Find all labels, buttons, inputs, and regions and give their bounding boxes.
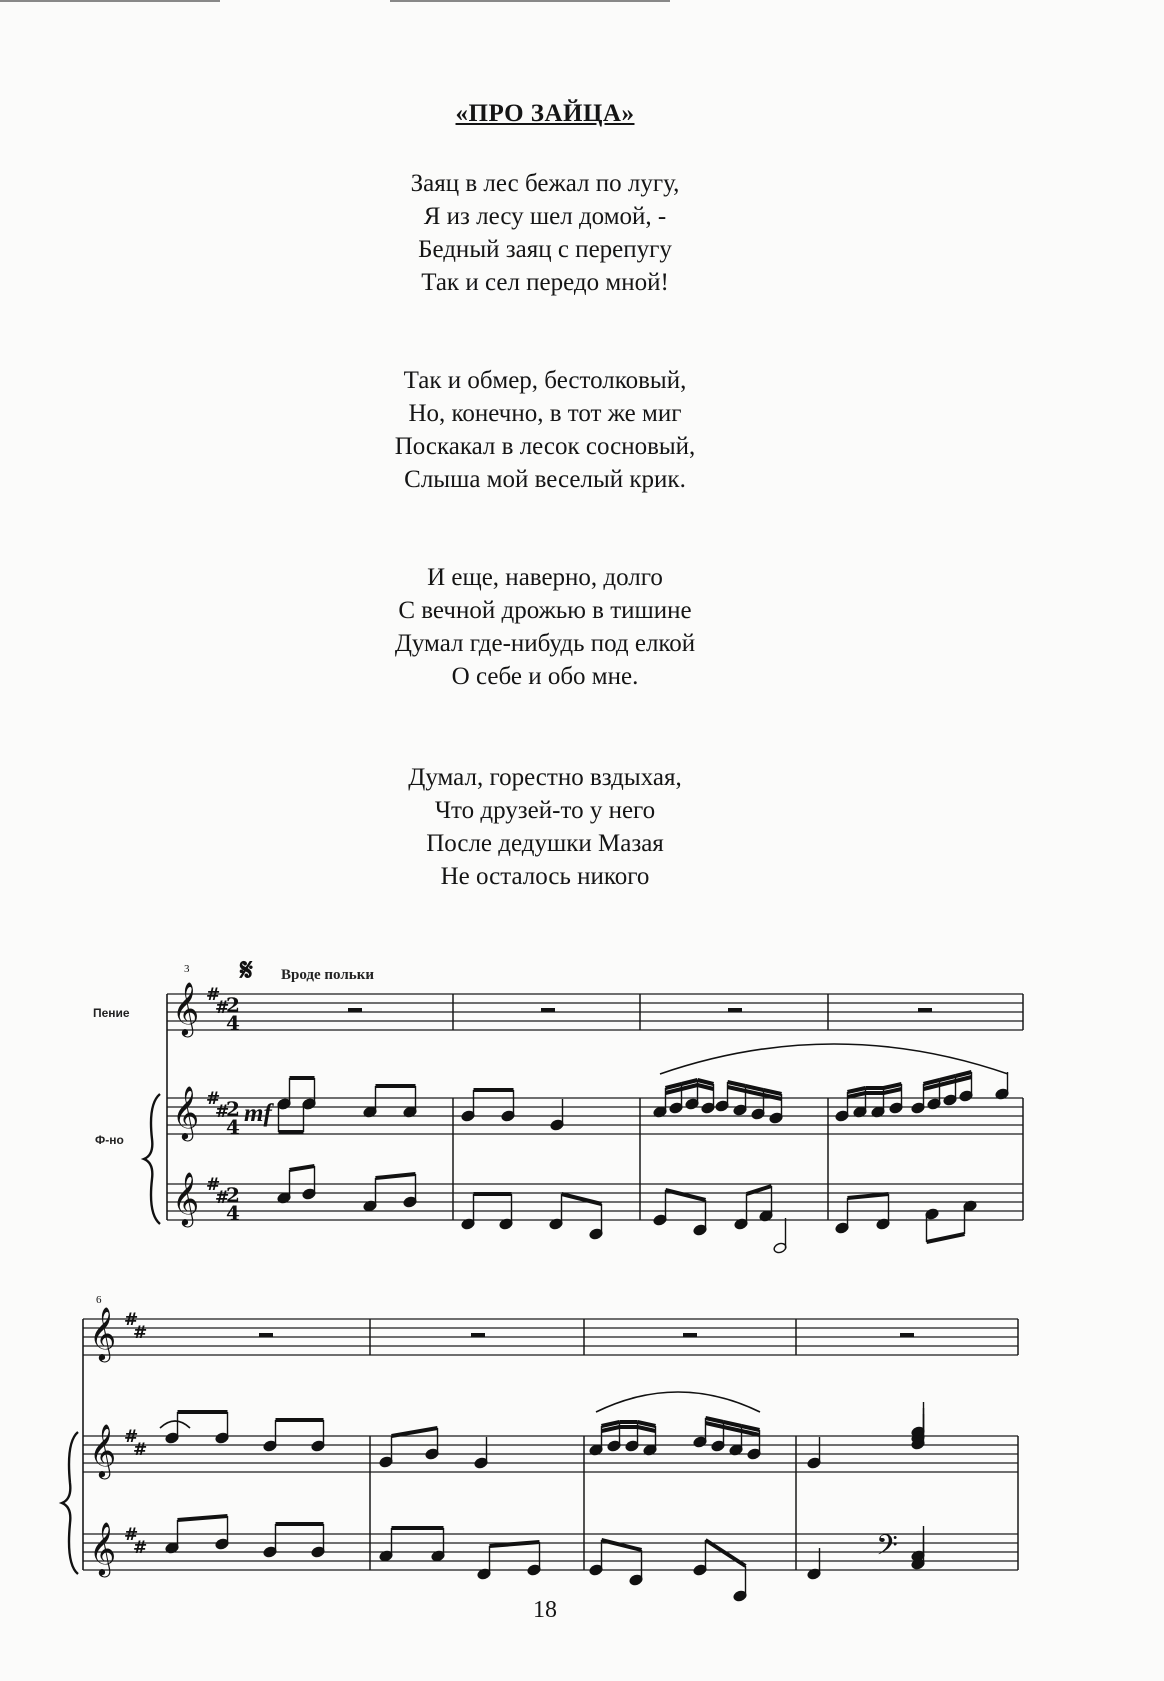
half-rest-icon	[683, 1333, 697, 1337]
half-rest-icon	[471, 1333, 485, 1337]
sharp-icon: #	[206, 1175, 221, 1195]
lyric-line: Так и сел передо мной!	[421, 269, 669, 296]
note-beam	[638, 1427, 656, 1431]
note-beam	[848, 1194, 889, 1198]
half-rest-icon	[900, 1333, 914, 1337]
sharp-icon: #	[206, 985, 221, 1005]
note-beam	[666, 1084, 682, 1088]
treble-clef-icon: 𝄞	[89, 1521, 117, 1575]
note-beam	[602, 1427, 620, 1431]
note-beam	[927, 1234, 965, 1242]
note-beam	[698, 1080, 714, 1084]
half-rest-icon	[541, 1008, 555, 1012]
lyric-line: Думал где-нибудь под елкой	[394, 630, 696, 657]
note-beam	[638, 1422, 656, 1426]
lyric-line: Бедный заяц с перепугу	[418, 236, 672, 263]
slur	[660, 1044, 1008, 1074]
lyric-line: После дедушки Мазая	[426, 830, 664, 857]
slur	[160, 1421, 190, 1428]
brace-icon	[144, 1094, 160, 1224]
lyric-line: Поскакал в лесок сосновый,	[394, 433, 696, 460]
slur	[596, 1392, 760, 1412]
sharp-icon: #	[133, 1323, 148, 1343]
lyric-line: Но, конечно, в тот же миг	[408, 400, 682, 427]
note-beam	[706, 1418, 724, 1422]
lyric-line: Что друзей-то у него	[434, 797, 656, 824]
lyric-line: Заяц в лес бежал по лугу,	[410, 170, 680, 197]
treble-clef-icon: 𝄞	[89, 1423, 117, 1477]
note-beam	[698, 1085, 714, 1089]
note-beam	[706, 1423, 724, 1427]
brace-icon	[62, 1432, 78, 1574]
sharp-icon: #	[215, 1102, 230, 1122]
note-beam	[884, 1089, 902, 1093]
note-beam	[290, 1166, 315, 1170]
instrument-label-voice: Пение	[93, 1006, 130, 1020]
treble-clef-icon: 𝄞	[172, 1171, 200, 1225]
sharp-icon: #	[124, 1427, 139, 1447]
sharp-icon: #	[133, 1538, 148, 1558]
note-beam	[682, 1085, 698, 1089]
sharp-icon: #	[124, 1310, 139, 1330]
treble-clef-icon: 𝄞	[172, 1085, 200, 1139]
note-beam	[666, 1089, 682, 1093]
time-signature-denominator: 4	[226, 1201, 240, 1225]
sharp-icon: #	[215, 1188, 230, 1208]
dynamic-marking: mf	[244, 1100, 272, 1127]
measure-number: 6	[96, 1294, 102, 1306]
note-beam	[848, 1093, 866, 1097]
notation-marks	[62, 981, 1009, 1602]
note-beam	[682, 1080, 698, 1084]
lyric-line: О себе и обо мне.	[451, 663, 639, 690]
note-beam	[728, 1082, 746, 1086]
note-beam	[746, 1091, 764, 1095]
instrument-label-piano: Ф-но	[95, 1133, 124, 1147]
note-beam	[848, 1088, 866, 1092]
tempo-marking: Вроде польки	[281, 967, 374, 983]
note-beam	[178, 1516, 228, 1520]
lyric-line: Не осталось никого	[440, 863, 650, 890]
note-beam	[884, 1084, 902, 1088]
lyric-line: С вечной дрожью в тишине	[398, 597, 692, 624]
note-beam	[742, 1431, 760, 1435]
time-signature-numerator: 2	[226, 1097, 240, 1121]
treble-clef-icon: 𝄞	[172, 981, 200, 1035]
note-beam	[764, 1090, 782, 1094]
note-beam	[940, 1081, 956, 1085]
page-number: 18	[533, 1597, 557, 1623]
lyric-line: Думал, горестно вздыхая,	[408, 764, 682, 791]
note-beam	[376, 1174, 416, 1178]
note-beam	[742, 1426, 760, 1430]
note-beam	[724, 1427, 742, 1431]
time-signature-denominator: 4	[226, 1115, 240, 1139]
note-beam	[956, 1072, 972, 1076]
half-rest-icon	[348, 1008, 362, 1012]
half-rest-icon	[259, 1333, 273, 1337]
lyric-line: Слыша мой веселый крик.	[404, 466, 686, 493]
measure-number: 3	[184, 963, 190, 975]
bass-clef-icon: 𝄢	[876, 1529, 898, 1569]
note-beam	[602, 1422, 620, 1426]
note-beam	[602, 1540, 642, 1550]
lyric-line: Так и обмер, бестолковый,	[403, 367, 687, 394]
lyric-line: Я из лесу шел домой, -	[423, 203, 667, 230]
note-beam	[956, 1077, 972, 1081]
note-beam	[392, 1428, 438, 1436]
note-beam	[746, 1086, 764, 1090]
note-beam	[724, 1422, 742, 1426]
note-beam	[940, 1076, 956, 1080]
time-signature-denominator: 4	[226, 1011, 240, 1035]
time-signature-numerator: 2	[226, 993, 240, 1017]
staff-lines	[83, 994, 1023, 1570]
note-beam	[924, 1085, 940, 1089]
time-signature-numerator: 2	[226, 1183, 240, 1207]
sharp-icon: #	[206, 1089, 221, 1109]
lyric-line: И еще, наверно, долго	[427, 564, 663, 591]
note-beam	[728, 1087, 746, 1091]
treble-clef-icon: 𝄞	[89, 1306, 117, 1360]
half-rest-icon	[918, 1008, 932, 1012]
sharp-icon: #	[133, 1440, 148, 1460]
note-beam	[924, 1080, 940, 1084]
note-beam	[706, 1540, 746, 1566]
sharp-icon: #	[124, 1525, 139, 1545]
note-beam	[666, 1190, 706, 1200]
song-title: «ПРО ЗАЙЦА»	[455, 100, 635, 127]
half-rest-icon	[728, 1008, 742, 1012]
sharp-icon: #	[215, 998, 230, 1018]
segno-icon: 𝄋	[240, 954, 253, 987]
